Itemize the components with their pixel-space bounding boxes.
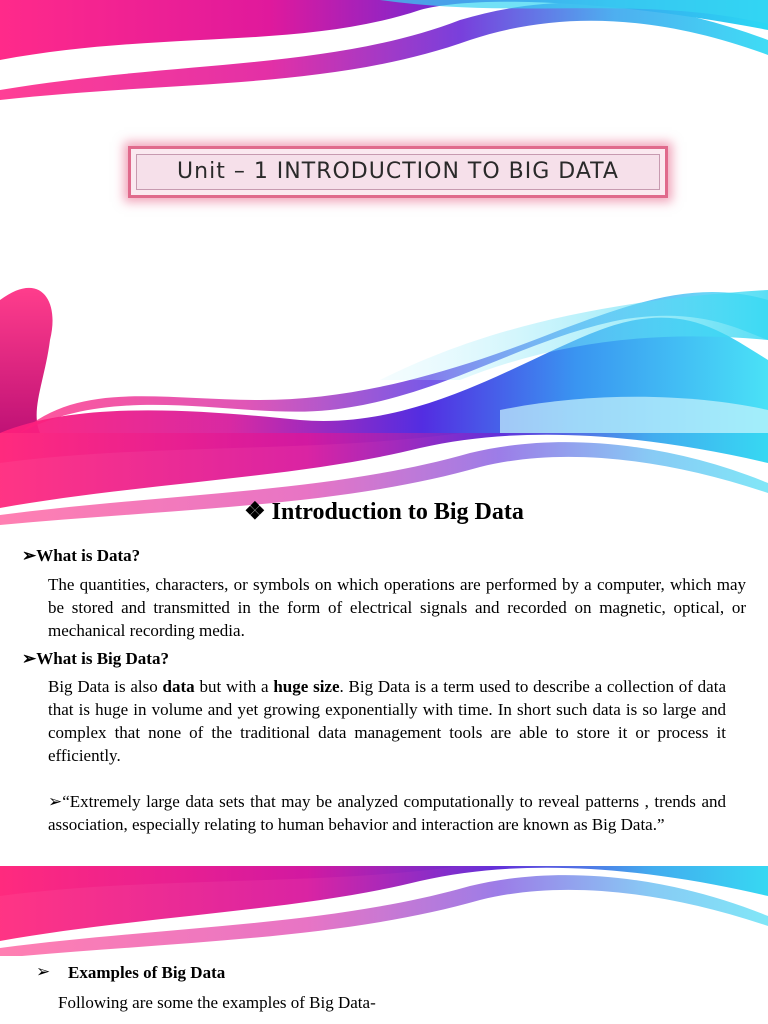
wave-decoration-header bbox=[0, 866, 768, 956]
quote-text: “Extremely large data sets that may be analyzed computationally to reveal patterns , trends and association, especially relating to human behavior and interaction are known as Big Data.” bbox=[48, 792, 726, 834]
section-heading bbox=[0, 497, 768, 526]
examples-intro-text: Following are some the examples of Big Data- bbox=[58, 993, 376, 1012]
arrow-bullet-icon: ➢ bbox=[36, 962, 51, 981]
section-heading-text: Introduction to Big Data bbox=[271, 499, 524, 525]
examples-heading: Examples of Big Data bbox=[68, 963, 226, 982]
slide-examples bbox=[0, 866, 768, 1024]
arrow-bullet-icon: ➢ bbox=[48, 792, 63, 811]
answer-text: Big Data is also data but with a huge size. Big Data is a term used to describe a collection of data that is huge in volume and yet growing exponentially with time. In short such data is so large and complex that none of the traditional data management tools are able to store it or process it efficiently. bbox=[48, 677, 726, 765]
question-text: What is Data? bbox=[36, 546, 141, 565]
question-text: What is Big Data? bbox=[36, 649, 169, 668]
big-data-definition-quote bbox=[48, 790, 726, 836]
wave-decoration-top bbox=[0, 0, 768, 433]
answer-text: The quantities, characters, or symbols on which operations are performed by a computer, which may be stored and transmitted in the form of electrical signals and recorded on magnetic, optical, or mechanical recording media. bbox=[48, 575, 746, 640]
slide-title bbox=[0, 0, 768, 433]
question-what-is-data bbox=[22, 546, 140, 566]
title-box bbox=[128, 146, 668, 198]
arrow-bullet-icon: ➢ bbox=[22, 546, 37, 565]
question-what-is-big-data bbox=[22, 649, 169, 669]
answer-what-is-data bbox=[48, 573, 746, 642]
diamond-bullet-icon: ❖ bbox=[244, 499, 266, 525]
answer-what-is-big-data bbox=[48, 675, 726, 767]
slide-introduction bbox=[0, 433, 768, 866]
arrow-bullet-icon: ➢ bbox=[22, 649, 37, 668]
slide-title-text: Unit – 1 INTRODUCTION TO BIG DATA bbox=[177, 159, 619, 184]
